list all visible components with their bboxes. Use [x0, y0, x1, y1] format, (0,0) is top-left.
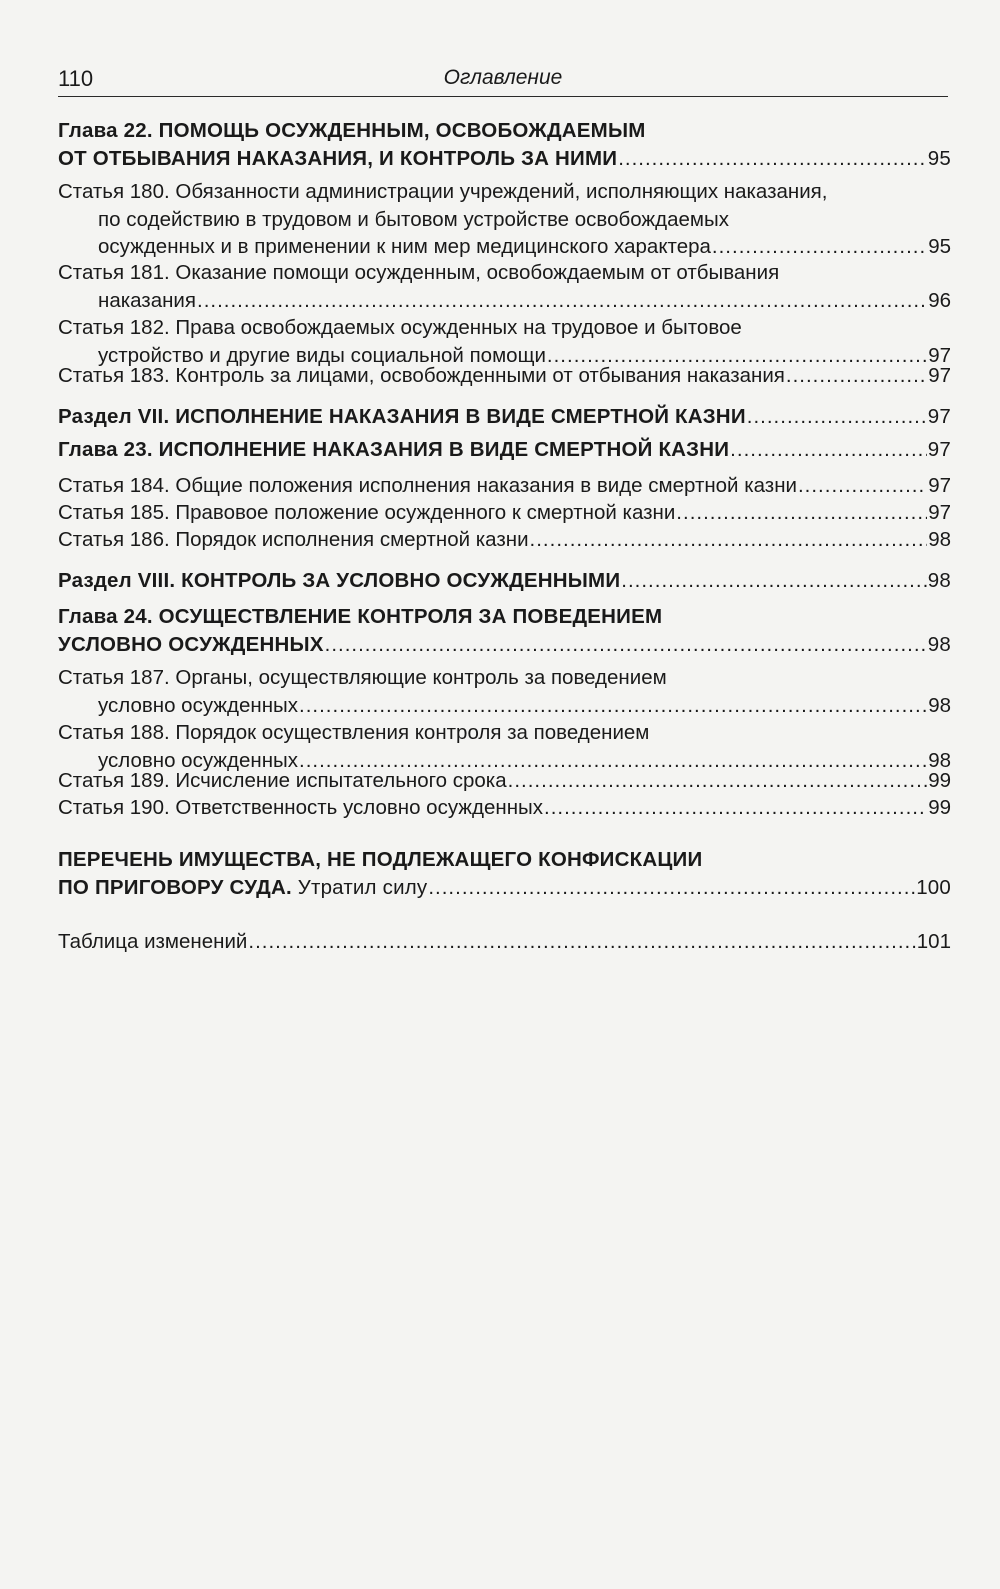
toc-entry-title: Статья 188. Порядок осуществления контроля за поведением: [58, 721, 650, 744]
toc-entry-article-185[interactable]: [58, 499, 951, 527]
toc-entry-article-181[interactable]: [58, 259, 951, 314]
toc-entry-title: осужденных и в применении к ним мер медицинского характера: [98, 235, 711, 258]
dot-leader: [530, 526, 928, 554]
toc-page-number: 95: [927, 146, 951, 170]
dot-leader: [798, 472, 927, 500]
toc-entry-title: УСЛОВНО ОСУЖДЕННЫХ: [58, 632, 324, 656]
dot-leader: [786, 362, 927, 390]
toc-entry-title: Таблица изменений: [58, 930, 248, 953]
dot-leader: [248, 928, 915, 956]
toc-entry-property-list[interactable]: [58, 846, 951, 901]
toc-page-number: 97: [928, 343, 951, 367]
toc-entry-title: Статья 181. Оказание помощи осужденным, освобождаемым от отбывания: [58, 261, 780, 284]
toc-entry-title: устройство и другие виды социальной помощи: [98, 343, 546, 367]
toc-entry-title: Глава 23. ИСПОЛНЕНИЕ НАКАЗАНИЯ В ВИДЕ СМЕРТНОЙ КАЗНИ: [58, 438, 730, 461]
toc-page-number: 98: [927, 632, 951, 656]
toc-entry-article-187[interactable]: [58, 664, 951, 719]
toc-entry-title: по содействию в трудовом и бытовом устройстве освобождаемых: [98, 207, 729, 231]
dot-leader: [676, 499, 927, 527]
dot-leader: [544, 794, 927, 822]
toc-entry-chapter-23[interactable]: [58, 436, 951, 464]
toc-entry-title: Статья 186. Порядок исполнения смертной казни: [58, 528, 529, 551]
toc-entry-article-186[interactable]: [58, 526, 951, 554]
dot-leader: [712, 233, 927, 261]
toc-entry-article-184[interactable]: [58, 472, 951, 500]
dot-leader: [428, 874, 915, 902]
toc-entry-title: Статья 182. Права освобождаемых осужденных на трудовое и бытовое: [58, 316, 742, 339]
toc-entry-title: Статья 185. Правовое положение осужденного к смертной казни: [58, 501, 676, 524]
toc-entry-title: Глава 22. ПОМОЩЬ ОСУЖДЕННЫМ, ОСВОБОЖДАЕМЫМ: [58, 119, 646, 142]
toc-entry-title: Раздел VIII. КОНТРОЛЬ ЗА УСЛОВНО ОСУЖДЕННЫМИ: [58, 569, 621, 592]
toc-page-number: 99: [928, 769, 951, 792]
toc-page-number: 97: [928, 364, 951, 387]
toc-page-number: 99: [928, 796, 951, 819]
toc-page-number: 97: [928, 501, 951, 524]
toc-entry-changes-table[interactable]: [58, 928, 951, 956]
dot-leader: [730, 436, 927, 464]
toc-page-number: 98: [928, 748, 951, 772]
toc-entry-chapter-24[interactable]: [58, 603, 951, 658]
toc-page-number: 100: [916, 875, 951, 899]
dot-leader: [508, 767, 928, 795]
dot-leader: [618, 145, 927, 173]
toc-page-number: 98: [928, 528, 951, 551]
toc-page-number: 96: [928, 288, 951, 312]
dot-leader: [197, 287, 927, 315]
dot-leader: [299, 692, 927, 720]
toc-entry-title: ПЕРЕЧЕНЬ ИМУЩЕСТВА, НЕ ПОДЛЕЖАЩЕГО КОНФИСКАЦИИ: [58, 848, 703, 871]
toc-entry-title: Статья 183. Контроль за лицами, освобожденными от отбывания наказания: [58, 364, 785, 387]
dot-leader: [747, 403, 927, 431]
toc-entry-article-183[interactable]: [58, 362, 951, 390]
running-header: [58, 66, 948, 97]
page-number: 110: [58, 66, 94, 91]
toc-entry-section-7[interactable]: [58, 403, 951, 431]
toc-entry-article-189[interactable]: [58, 767, 951, 795]
toc-entry-title: условно осужденных: [98, 693, 299, 717]
toc-entry-title: ПО ПРИГОВОРУ СУДА.: [58, 875, 292, 899]
running-title: Оглавление: [443, 66, 563, 89]
toc-entry-title: Статья 180. Обязанности администрации учреждений, исполняющих наказания,: [58, 180, 828, 203]
toc-page-number: 97: [927, 438, 951, 461]
toc-entry-title: Статья 184. Общие положения исполнения наказания в виде смертной казни: [58, 474, 797, 497]
dot-leader: [621, 567, 927, 595]
toc-entry-section-8[interactable]: [58, 567, 951, 595]
toc-entry-title: Статья 190. Ответственность условно осужденных: [58, 796, 544, 819]
toc-page-number: 97: [927, 405, 951, 428]
toc-entry-title: наказания: [98, 288, 196, 312]
toc-entry-article-190[interactable]: [58, 794, 951, 822]
toc-entry-chapter-22[interactable]: [58, 117, 951, 172]
toc-entry-article-182[interactable]: [58, 314, 951, 369]
toc-entry-title: Статья 187. Органы, осуществляющие контроль за поведением: [58, 666, 667, 689]
toc-entry-title: условно осужденных: [98, 748, 299, 772]
toc-page-number: 98: [928, 693, 951, 717]
toc-entry-article-188[interactable]: [58, 719, 951, 774]
toc-page-number: 98: [927, 569, 951, 592]
toc-entry-title: ОТ ОТБЫВАНИЯ НАКАЗАНИЯ, И КОНТРОЛЬ ЗА НИМИ: [58, 146, 618, 170]
toc-page-number: 97: [928, 474, 951, 497]
toc-entry-title: Раздел VII. ИСПОЛНЕНИЕ НАКАЗАНИЯ В ВИДЕ СМЕРТНОЙ КАЗНИ: [58, 405, 746, 428]
dot-leader: [325, 631, 927, 659]
toc-page-number: 95: [928, 235, 951, 258]
toc-entry-article-180[interactable]: [58, 178, 951, 261]
toc-entry-note: Утратил силу: [291, 875, 428, 899]
toc-entry-title: Глава 24. ОСУЩЕСТВЛЕНИЕ КОНТРОЛЯ ЗА ПОВЕДЕНИЕМ: [58, 605, 663, 628]
toc-page-number: 101: [916, 930, 951, 953]
toc-entry-title: Статья 189. Исчисление испытательного срока: [58, 769, 507, 792]
